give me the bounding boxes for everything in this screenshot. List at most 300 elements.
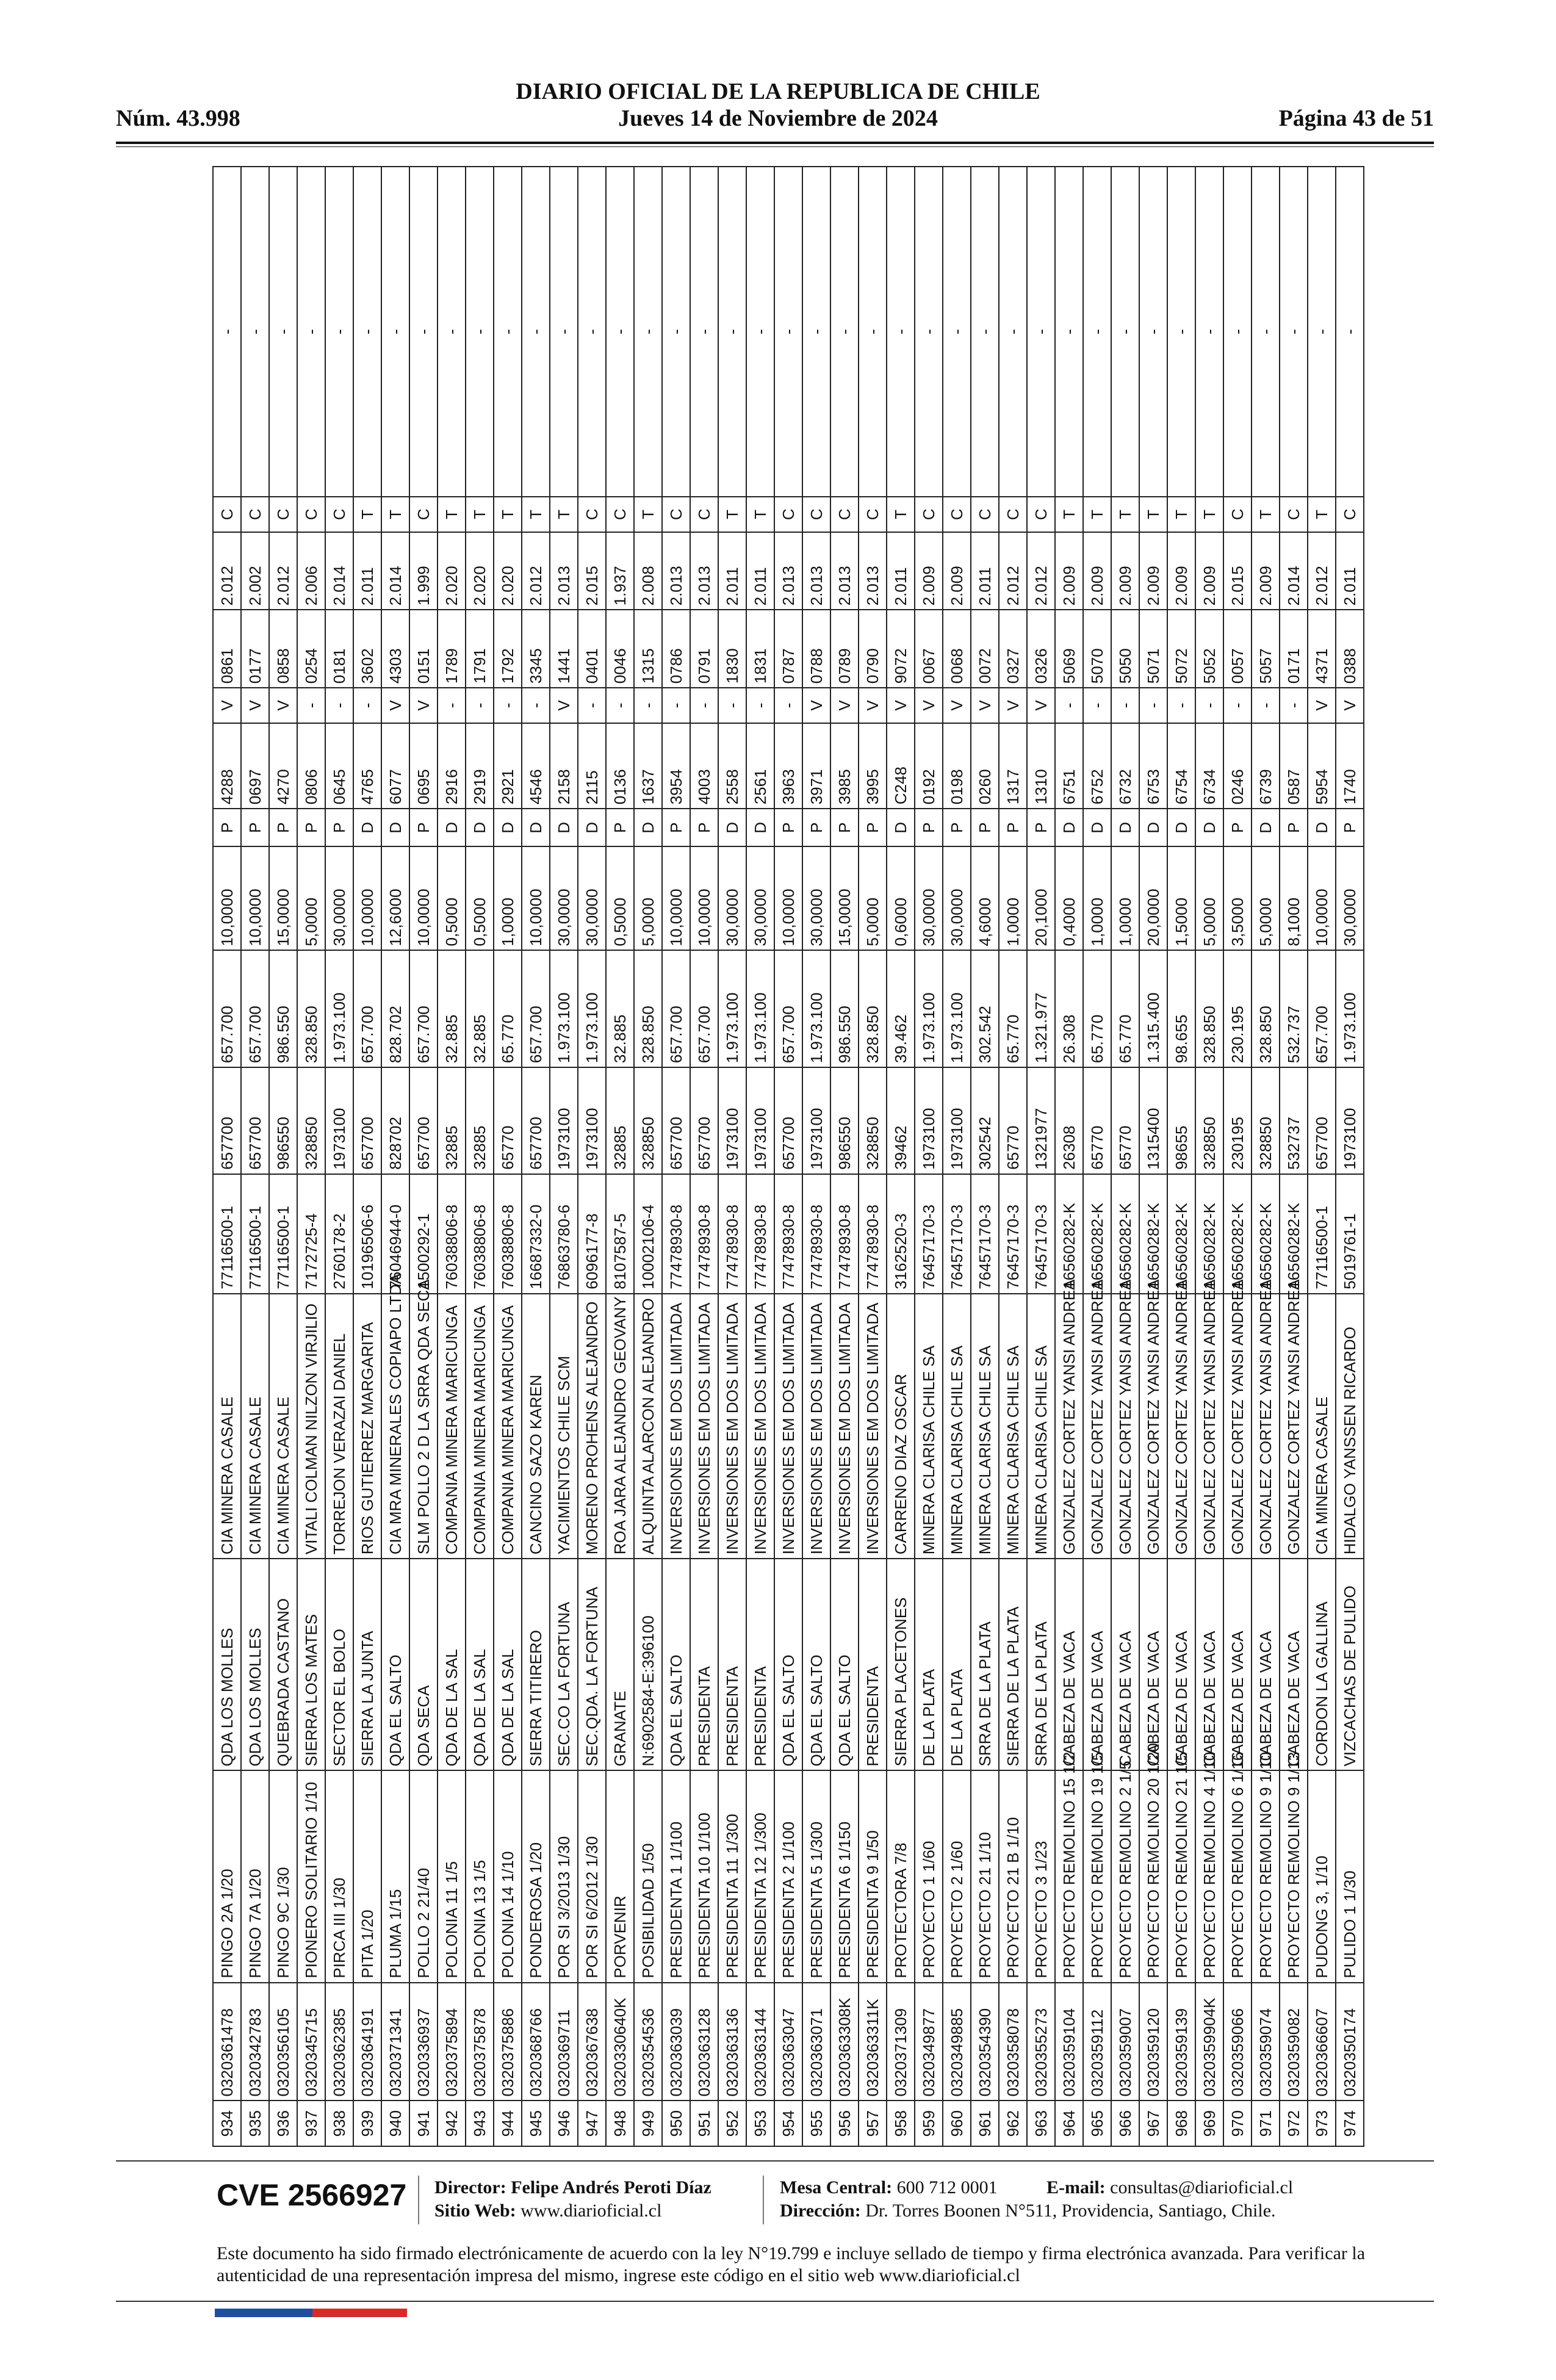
cell-hectares: 1,0000 bbox=[494, 846, 522, 950]
cell-rol-code: 0320359074 bbox=[1252, 1983, 1280, 2101]
cell-type-code: P bbox=[269, 809, 297, 846]
cell-verified-flag: - bbox=[634, 688, 662, 723]
cell-hectares: 3,5000 bbox=[1223, 846, 1252, 950]
cell-row-number: 970 bbox=[1223, 2101, 1252, 2146]
table-row bbox=[494, 167, 522, 2146]
cell-hectares: 30,0000 bbox=[718, 846, 746, 950]
cell-amount: 39.462 bbox=[887, 950, 915, 1067]
cell-hectares: 30,0000 bbox=[578, 846, 606, 950]
site-link[interactable]: www.diarioficial.cl bbox=[520, 2201, 662, 2221]
table-row bbox=[1167, 167, 1195, 2146]
cell-owner-name: GONZALEZ CORTEZ YANSI ANDREA bbox=[1167, 1294, 1195, 1559]
cell-hectares: 4,6000 bbox=[971, 846, 999, 950]
cell-folio: 0861 bbox=[213, 610, 241, 688]
cell-concession-name: POR SI 6/2012 1/30 bbox=[578, 1770, 606, 1982]
cell-entry-number: 0697 bbox=[241, 723, 269, 809]
cell-row-number: 965 bbox=[1083, 2101, 1111, 2146]
cell-year: 2.012 bbox=[522, 532, 550, 610]
cell-owner-rut: 76038806-8 bbox=[466, 1174, 494, 1294]
cell-owner-name: GONZALEZ CORTEZ YANSI ANDREA bbox=[1280, 1294, 1308, 1559]
cell-status-code: C bbox=[269, 497, 297, 532]
cell-amount: 1.973.100 bbox=[802, 950, 830, 1067]
cell-hectares: 12,6000 bbox=[381, 846, 409, 950]
cell-entry-number: 6734 bbox=[1195, 723, 1223, 809]
cell-folio: 1789 bbox=[438, 610, 466, 688]
cell-concession-name: PRESIDENTA 5 1/300 bbox=[802, 1770, 830, 1982]
cell-status-code: C bbox=[802, 497, 830, 532]
cell-row-number: 966 bbox=[1111, 2101, 1139, 2146]
table-row bbox=[1252, 167, 1280, 2146]
cell-rol-code: 0320359104 bbox=[1055, 1983, 1083, 2101]
cell-remarks: - bbox=[1055, 167, 1083, 497]
cell-type-code: P bbox=[409, 809, 438, 846]
cell-status-code: T bbox=[1111, 497, 1139, 532]
cell-owner-name: CARRENO DIAZ OSCAR bbox=[887, 1294, 915, 1559]
cell-type-code: P bbox=[1223, 809, 1252, 846]
cell-verified-flag: - bbox=[522, 688, 550, 723]
table-row bbox=[915, 167, 943, 2146]
cell-owner-rut: 76457170-3 bbox=[943, 1174, 971, 1294]
cell-year: 2.009 bbox=[1167, 532, 1195, 610]
cell-row-number: 947 bbox=[578, 2101, 606, 2146]
cell-type-code: D bbox=[438, 809, 466, 846]
table-row bbox=[1111, 167, 1139, 2146]
cell-hectares: 1,5000 bbox=[1167, 846, 1195, 950]
cell-remarks: - bbox=[213, 167, 241, 497]
cell-verified-flag: - bbox=[438, 688, 466, 723]
cell-entry-number: 6739 bbox=[1252, 723, 1280, 809]
cell-rol-code: 0320356105 bbox=[269, 1983, 297, 2101]
cell-folio: 0858 bbox=[269, 610, 297, 688]
cell-owner-rut: 10196506-6 bbox=[353, 1174, 381, 1294]
cell-amount-raw: 328850 bbox=[1195, 1067, 1223, 1174]
cell-owner-name: CIA MINERA CASALE bbox=[213, 1294, 241, 1559]
cell-rol-code: 0320362385 bbox=[325, 1983, 353, 2101]
cell-location: SRRA DE LA PLATA bbox=[971, 1559, 999, 1770]
cell-owner-name: COMPANIA MINERA MARICUNGA bbox=[438, 1294, 466, 1559]
cell-location: QDA SECA bbox=[409, 1559, 438, 1770]
cell-amount-raw: 657700 bbox=[690, 1067, 718, 1174]
cell-entry-number: 4003 bbox=[690, 723, 718, 809]
cell-folio: 1791 bbox=[466, 610, 494, 688]
cell-entry-number: 0136 bbox=[606, 723, 634, 809]
cell-entry-number: 5954 bbox=[1308, 723, 1336, 809]
cell-year: 2.012 bbox=[1027, 532, 1055, 610]
cell-amount-raw: 657700 bbox=[241, 1067, 269, 1174]
cell-concession-name: PONDEROSA 1/20 bbox=[522, 1770, 550, 1982]
cell-location: QDA EL SALTO bbox=[802, 1559, 830, 1770]
cell-concession-name: PROTECTORA 7/8 bbox=[887, 1770, 915, 1982]
cell-verified-flag: - bbox=[690, 688, 718, 723]
cell-hectares: 1,0000 bbox=[1111, 846, 1139, 950]
cell-amount: 1.315.400 bbox=[1139, 950, 1167, 1067]
cell-owner-rut: 2760178-2 bbox=[325, 1174, 353, 1294]
cell-amount-raw: 657700 bbox=[213, 1067, 241, 1174]
cell-year: 2.009 bbox=[1139, 532, 1167, 610]
cell-status-code: T bbox=[466, 497, 494, 532]
cell-year: 2.009 bbox=[915, 532, 943, 610]
cell-amount: 32.885 bbox=[606, 950, 634, 1067]
cell-rol-code: 0320363071 bbox=[802, 1983, 830, 2101]
cell-amount-raw: 986550 bbox=[269, 1067, 297, 1174]
cell-rol-code: 0320359120 bbox=[1139, 1983, 1167, 2101]
cell-rol-code: 0320363311K bbox=[859, 1983, 887, 2101]
cell-verified-flag: V bbox=[1336, 688, 1364, 723]
cell-concession-name: POLONIA 14 1/10 bbox=[494, 1770, 522, 1982]
table-row bbox=[887, 167, 915, 2146]
cell-type-code: D bbox=[1195, 809, 1223, 846]
cell-status-code: T bbox=[1055, 497, 1083, 532]
cell-amount: 1.973.100 bbox=[718, 950, 746, 1067]
table-row bbox=[1139, 167, 1167, 2146]
cell-amount: 328.850 bbox=[297, 950, 325, 1067]
cell-year: 2.011 bbox=[353, 532, 381, 610]
cell-rol-code: 0320371309 bbox=[887, 1983, 915, 2101]
cell-concession-name: PROYECTO 2 1/60 bbox=[943, 1770, 971, 1982]
cell-location: N:6902584-E:396100 bbox=[634, 1559, 662, 1770]
cell-owner-name: INVERSIONES EM DOS LIMITADA bbox=[662, 1294, 690, 1559]
mesa-line bbox=[780, 2177, 998, 2198]
cell-verified-flag: - bbox=[746, 688, 774, 723]
cell-owner-rut: 77478930-8 bbox=[746, 1174, 774, 1294]
cell-year: 2.011 bbox=[887, 532, 915, 610]
cell-row-number: 943 bbox=[466, 2101, 494, 2146]
cell-remarks: - bbox=[550, 167, 578, 497]
cell-verified-flag: V bbox=[915, 688, 943, 723]
cell-owner-rut: 16560282-K bbox=[1195, 1174, 1223, 1294]
cell-amount: 328.850 bbox=[859, 950, 887, 1067]
cell-owner-rut: 76457170-3 bbox=[1027, 1174, 1055, 1294]
director-line bbox=[434, 2177, 711, 2198]
cell-hectares: 10,0000 bbox=[774, 846, 802, 950]
cell-rol-code: 0320359904K bbox=[1195, 1983, 1223, 2101]
cell-amount: 32.885 bbox=[466, 950, 494, 1067]
cell-amount: 657.700 bbox=[774, 950, 802, 1067]
issue-date: Jueves 14 de Noviembre de 2024 bbox=[618, 106, 938, 131]
cell-location: DE LA PLATA bbox=[943, 1559, 971, 1770]
cell-owner-rut: 16560282-K bbox=[1280, 1174, 1308, 1294]
cell-verified-flag: - bbox=[1111, 688, 1139, 723]
table-row bbox=[213, 167, 241, 2146]
cell-owner-name: GONZALEZ CORTEZ YANSI ANDREA bbox=[1083, 1294, 1111, 1559]
cell-type-code: P bbox=[1027, 809, 1055, 846]
cell-year: 2.011 bbox=[1336, 532, 1364, 610]
cell-concession-name: PROYECTO REMOLINO 21 1/5 bbox=[1167, 1770, 1195, 1982]
mining-concessions-table bbox=[212, 166, 1364, 2147]
cell-amount-raw: 328850 bbox=[1252, 1067, 1280, 1174]
cell-amount: 986.550 bbox=[830, 950, 859, 1067]
cell-amount: 532.737 bbox=[1280, 950, 1308, 1067]
table-row bbox=[1055, 167, 1083, 2146]
cell-concession-name: PRESIDENTA 1 1/100 bbox=[662, 1770, 690, 1982]
cell-status-code: C bbox=[578, 497, 606, 532]
cell-entry-number: 6754 bbox=[1167, 723, 1195, 809]
cell-location: SECTOR EL BOLO bbox=[325, 1559, 353, 1770]
cell-rol-code: 0320354390 bbox=[971, 1983, 999, 2101]
flag-stripe-blue bbox=[215, 2309, 312, 2317]
cell-location: GRANATE bbox=[606, 1559, 634, 1770]
cell-entry-number: 2158 bbox=[550, 723, 578, 809]
cell-row-number: 971 bbox=[1252, 2101, 1280, 2146]
cell-concession-name: PUDONG 3, 1/10 bbox=[1308, 1770, 1336, 1982]
mesa-value: 600 712 0001 bbox=[896, 2177, 998, 2198]
cell-folio: 4371 bbox=[1308, 610, 1336, 688]
cell-amount: 32.885 bbox=[438, 950, 466, 1067]
cell-folio: 5072 bbox=[1167, 610, 1195, 688]
cell-year: 2.015 bbox=[1223, 532, 1252, 610]
cell-owner-rut: 10002106-4 bbox=[634, 1174, 662, 1294]
cell-verified-flag: - bbox=[1223, 688, 1252, 723]
cell-concession-name: PRESIDENTA 2 1/100 bbox=[774, 1770, 802, 1982]
cell-owner-rut: 16560282-K bbox=[1055, 1174, 1083, 1294]
cell-verified-flag: - bbox=[494, 688, 522, 723]
cell-remarks: - bbox=[690, 167, 718, 497]
cell-owner-rut: 16560282-K bbox=[1083, 1174, 1111, 1294]
cell-type-code: P bbox=[213, 809, 241, 846]
cell-amount-raw: 1973100 bbox=[1336, 1067, 1364, 1174]
cell-year: 2.013 bbox=[774, 532, 802, 610]
cell-status-code: T bbox=[494, 497, 522, 532]
cell-folio: 5070 bbox=[1083, 610, 1111, 688]
director-name: Felipe Andrés Peroti Díaz bbox=[511, 2177, 711, 2198]
cell-owner-rut: 76038806-8 bbox=[494, 1174, 522, 1294]
cell-row-number: 941 bbox=[409, 2101, 438, 2146]
cell-rol-code: 0320363144 bbox=[746, 1983, 774, 2101]
cell-status-code: C bbox=[1223, 497, 1252, 532]
cell-folio: 1315 bbox=[634, 610, 662, 688]
bottom-rule bbox=[116, 2301, 1434, 2302]
table-row bbox=[746, 167, 774, 2146]
cell-concession-name: PROYECTO REMOLINO 4 1/10 bbox=[1195, 1770, 1223, 1982]
table-row bbox=[999, 167, 1027, 2146]
cell-rol-code: 0320375894 bbox=[438, 1983, 466, 2101]
cell-status-code: C bbox=[774, 497, 802, 532]
cell-row-number: 950 bbox=[662, 2101, 690, 2146]
cell-hectares: 10,0000 bbox=[522, 846, 550, 950]
cell-amount-raw: 1973100 bbox=[746, 1067, 774, 1174]
cell-rol-code: 0320359082 bbox=[1280, 1983, 1308, 2101]
cell-type-code: D bbox=[353, 809, 381, 846]
cell-verified-flag: - bbox=[1083, 688, 1111, 723]
cell-location: SIERRA DE LA PLATA bbox=[999, 1559, 1027, 1770]
cell-remarks: - bbox=[774, 167, 802, 497]
cell-entry-number: 0246 bbox=[1223, 723, 1252, 809]
cell-status-code: T bbox=[1083, 497, 1111, 532]
cell-type-code: P bbox=[943, 809, 971, 846]
cell-row-number: 951 bbox=[690, 2101, 718, 2146]
cell-remarks: - bbox=[297, 167, 325, 497]
cell-amount: 302.542 bbox=[971, 950, 999, 1067]
cell-owner-name: GONZALEZ CORTEZ YANSI ANDREA bbox=[1139, 1294, 1167, 1559]
cell-entry-number: 1740 bbox=[1336, 723, 1364, 809]
cell-rol-code: 0320364191 bbox=[353, 1983, 381, 2101]
cell-folio: 0388 bbox=[1336, 610, 1364, 688]
cell-row-number: 959 bbox=[915, 2101, 943, 2146]
cell-concession-name: PROYECTO 21 1/10 bbox=[971, 1770, 999, 1982]
cell-amount-raw: 1973100 bbox=[325, 1067, 353, 1174]
cell-verified-flag: - bbox=[1139, 688, 1167, 723]
cell-year: 2.013 bbox=[550, 532, 578, 610]
cell-verified-flag: - bbox=[606, 688, 634, 723]
cell-folio: 4303 bbox=[381, 610, 409, 688]
cell-amount: 26.308 bbox=[1055, 950, 1083, 1067]
cell-row-number: 974 bbox=[1336, 2101, 1364, 2146]
cell-amount: 1.321.977 bbox=[1027, 950, 1055, 1067]
cell-rol-code: 0320363136 bbox=[718, 1983, 746, 2101]
cell-status-code: C bbox=[325, 497, 353, 532]
cell-location: VIZCACHAS DE PULIDO bbox=[1336, 1559, 1364, 1770]
cell-owner-name: GONZALEZ CORTEZ YANSI ANDREA bbox=[1195, 1294, 1223, 1559]
site-label: Sitio Web: bbox=[434, 2201, 516, 2221]
cell-amount: 1.973.100 bbox=[915, 950, 943, 1067]
cell-remarks: - bbox=[1083, 167, 1111, 497]
cell-amount-raw: 1973100 bbox=[718, 1067, 746, 1174]
cell-concession-name: PROYECTO REMOLINO 2 1/5 bbox=[1111, 1770, 1139, 1982]
cell-entry-number: 0587 bbox=[1280, 723, 1308, 809]
cell-amount-raw: 328850 bbox=[634, 1067, 662, 1174]
cell-folio: 0790 bbox=[859, 610, 887, 688]
cell-remarks: - bbox=[999, 167, 1027, 497]
cell-amount: 657.700 bbox=[353, 950, 381, 1067]
table-row bbox=[269, 167, 297, 2146]
cell-rol-code: 0320371341 bbox=[381, 1983, 409, 2101]
cell-entry-number: 4270 bbox=[269, 723, 297, 809]
cell-folio: 9072 bbox=[887, 610, 915, 688]
cell-location: CORDON LA GALLINA bbox=[1308, 1559, 1336, 1770]
cell-entry-number: 2921 bbox=[494, 723, 522, 809]
cell-owner-rut: 77478930-8 bbox=[830, 1174, 859, 1294]
cell-entry-number: 0192 bbox=[915, 723, 943, 809]
cell-status-code: T bbox=[1167, 497, 1195, 532]
cell-location: CABEZA DE VACA bbox=[1195, 1559, 1223, 1770]
cell-year: 2.013 bbox=[830, 532, 859, 610]
cell-year: 2.009 bbox=[1195, 532, 1223, 610]
cell-owner-name: GONZALEZ CORTEZ YANSI ANDREA bbox=[1252, 1294, 1280, 1559]
cell-type-code: D bbox=[887, 809, 915, 846]
cell-verified-flag: - bbox=[662, 688, 690, 723]
cell-status-code: C bbox=[241, 497, 269, 532]
cell-row-number: 945 bbox=[522, 2101, 550, 2146]
cell-owner-rut: 16560282-K bbox=[1111, 1174, 1139, 1294]
cell-owner-rut: 16687332-0 bbox=[522, 1174, 550, 1294]
cell-owner-name: INVERSIONES EM DOS LIMITADA bbox=[774, 1294, 802, 1559]
table-row bbox=[522, 167, 550, 2146]
email-label: E-mail: bbox=[1046, 2177, 1106, 2198]
cell-hectares: 15,0000 bbox=[269, 846, 297, 950]
cell-row-number: 972 bbox=[1280, 2101, 1308, 2146]
cell-concession-name: PIONERO SOLITARIO 1/10 bbox=[297, 1770, 325, 1982]
cell-owner-name: INVERSIONES EM DOS LIMITADA bbox=[718, 1294, 746, 1559]
cell-remarks: - bbox=[830, 167, 859, 497]
cell-row-number: 937 bbox=[297, 2101, 325, 2146]
cell-remarks: - bbox=[578, 167, 606, 497]
cell-folio: 0327 bbox=[999, 610, 1027, 688]
cell-entry-number: 3985 bbox=[830, 723, 859, 809]
cell-hectares: 10,0000 bbox=[353, 846, 381, 950]
cell-type-code: D bbox=[1083, 809, 1111, 846]
cell-year: 2.013 bbox=[662, 532, 690, 610]
cell-status-code: C bbox=[859, 497, 887, 532]
cell-rol-code: 0320375878 bbox=[466, 1983, 494, 2101]
cell-amount: 657.700 bbox=[409, 950, 438, 1067]
cell-location: CABEZA DE VACA bbox=[1223, 1559, 1252, 1770]
cell-entry-number: 0645 bbox=[325, 723, 353, 809]
cell-location: PRESIDENTA bbox=[718, 1559, 746, 1770]
cell-amount-raw: 32885 bbox=[466, 1067, 494, 1174]
cell-owner-name: CIA MINERA CASALE bbox=[241, 1294, 269, 1559]
cell-entry-number: 2558 bbox=[718, 723, 746, 809]
cell-location: QDA EL SALTO bbox=[662, 1559, 690, 1770]
cell-status-code: T bbox=[718, 497, 746, 532]
cell-amount: 1.973.100 bbox=[325, 950, 353, 1067]
cell-verified-flag: V bbox=[830, 688, 859, 723]
cell-rol-code: 0320363128 bbox=[690, 1983, 718, 2101]
cell-year: 2.008 bbox=[634, 532, 662, 610]
cell-location: CABEZA DE VACA bbox=[1111, 1559, 1139, 1770]
table-row bbox=[381, 167, 409, 2146]
cell-owner-rut: 77116500-1 bbox=[269, 1174, 297, 1294]
cell-entry-number: 0806 bbox=[297, 723, 325, 809]
cell-owner-name: ROA JARA ALEJANDRO GEOVANY bbox=[606, 1294, 634, 1559]
cell-amount: 657.700 bbox=[1308, 950, 1336, 1067]
cell-hectares: 30,0000 bbox=[943, 846, 971, 950]
cell-owner-name: COMPANIA MINERA MARICUNGA bbox=[494, 1294, 522, 1559]
table-row bbox=[1308, 167, 1336, 2146]
cell-owner-name: MINERA CLARISA CHILE SA bbox=[1027, 1294, 1055, 1559]
cell-entry-number: 6753 bbox=[1139, 723, 1167, 809]
cell-row-number: 957 bbox=[859, 2101, 887, 2146]
cell-owner-rut: 77478930-8 bbox=[802, 1174, 830, 1294]
cell-remarks: - bbox=[269, 167, 297, 497]
cell-rol-code: 0320359007 bbox=[1111, 1983, 1139, 2101]
cell-folio: 3602 bbox=[353, 610, 381, 688]
cell-hectares: 30,0000 bbox=[802, 846, 830, 950]
cell-status-code: T bbox=[887, 497, 915, 532]
cell-status-code: T bbox=[522, 497, 550, 532]
cell-amount-raw: 532737 bbox=[1280, 1067, 1308, 1174]
cell-amount: 65.770 bbox=[494, 950, 522, 1067]
cell-amount-raw: 32885 bbox=[438, 1067, 466, 1174]
cell-row-number: 969 bbox=[1195, 2101, 1223, 2146]
cell-folio: 0181 bbox=[325, 610, 353, 688]
table-row bbox=[353, 167, 381, 2146]
cell-owner-name: GONZALEZ CORTEZ YANSI ANDREA bbox=[1055, 1294, 1083, 1559]
cell-concession-name: PIRCA III 1/30 bbox=[325, 1770, 353, 1982]
cell-type-code: P bbox=[1280, 809, 1308, 846]
cell-hectares: 10,0000 bbox=[409, 846, 438, 950]
cell-concession-name: PROYECTO REMOLINO 15 1/2 bbox=[1055, 1770, 1083, 1982]
cell-entry-number: 6732 bbox=[1111, 723, 1139, 809]
cell-status-code: T bbox=[746, 497, 774, 532]
cell-year: 2.012 bbox=[213, 532, 241, 610]
cell-owner-rut: 1500292-1 bbox=[409, 1174, 438, 1294]
cell-owner-rut: 5019761-1 bbox=[1336, 1174, 1364, 1294]
cell-year: 1.999 bbox=[409, 532, 438, 610]
cell-verified-flag: - bbox=[325, 688, 353, 723]
cell-owner-name: RIOS GUTIERREZ MARGARITA bbox=[353, 1294, 381, 1559]
table-row bbox=[466, 167, 494, 2146]
cell-location: QDA DE LA SAL bbox=[466, 1559, 494, 1770]
cell-amount-raw: 65770 bbox=[1083, 1067, 1111, 1174]
cell-year: 2.013 bbox=[690, 532, 718, 610]
cell-remarks: - bbox=[943, 167, 971, 497]
cell-amount-raw: 1973100 bbox=[943, 1067, 971, 1174]
cell-rol-code: 0320336937 bbox=[409, 1983, 438, 2101]
cell-entry-number: 3971 bbox=[802, 723, 830, 809]
cell-year: 2.015 bbox=[578, 532, 606, 610]
email-link[interactable]: consultas@diarioficial.cl bbox=[1110, 2177, 1294, 2198]
cell-location: QDA DE LA SAL bbox=[438, 1559, 466, 1770]
